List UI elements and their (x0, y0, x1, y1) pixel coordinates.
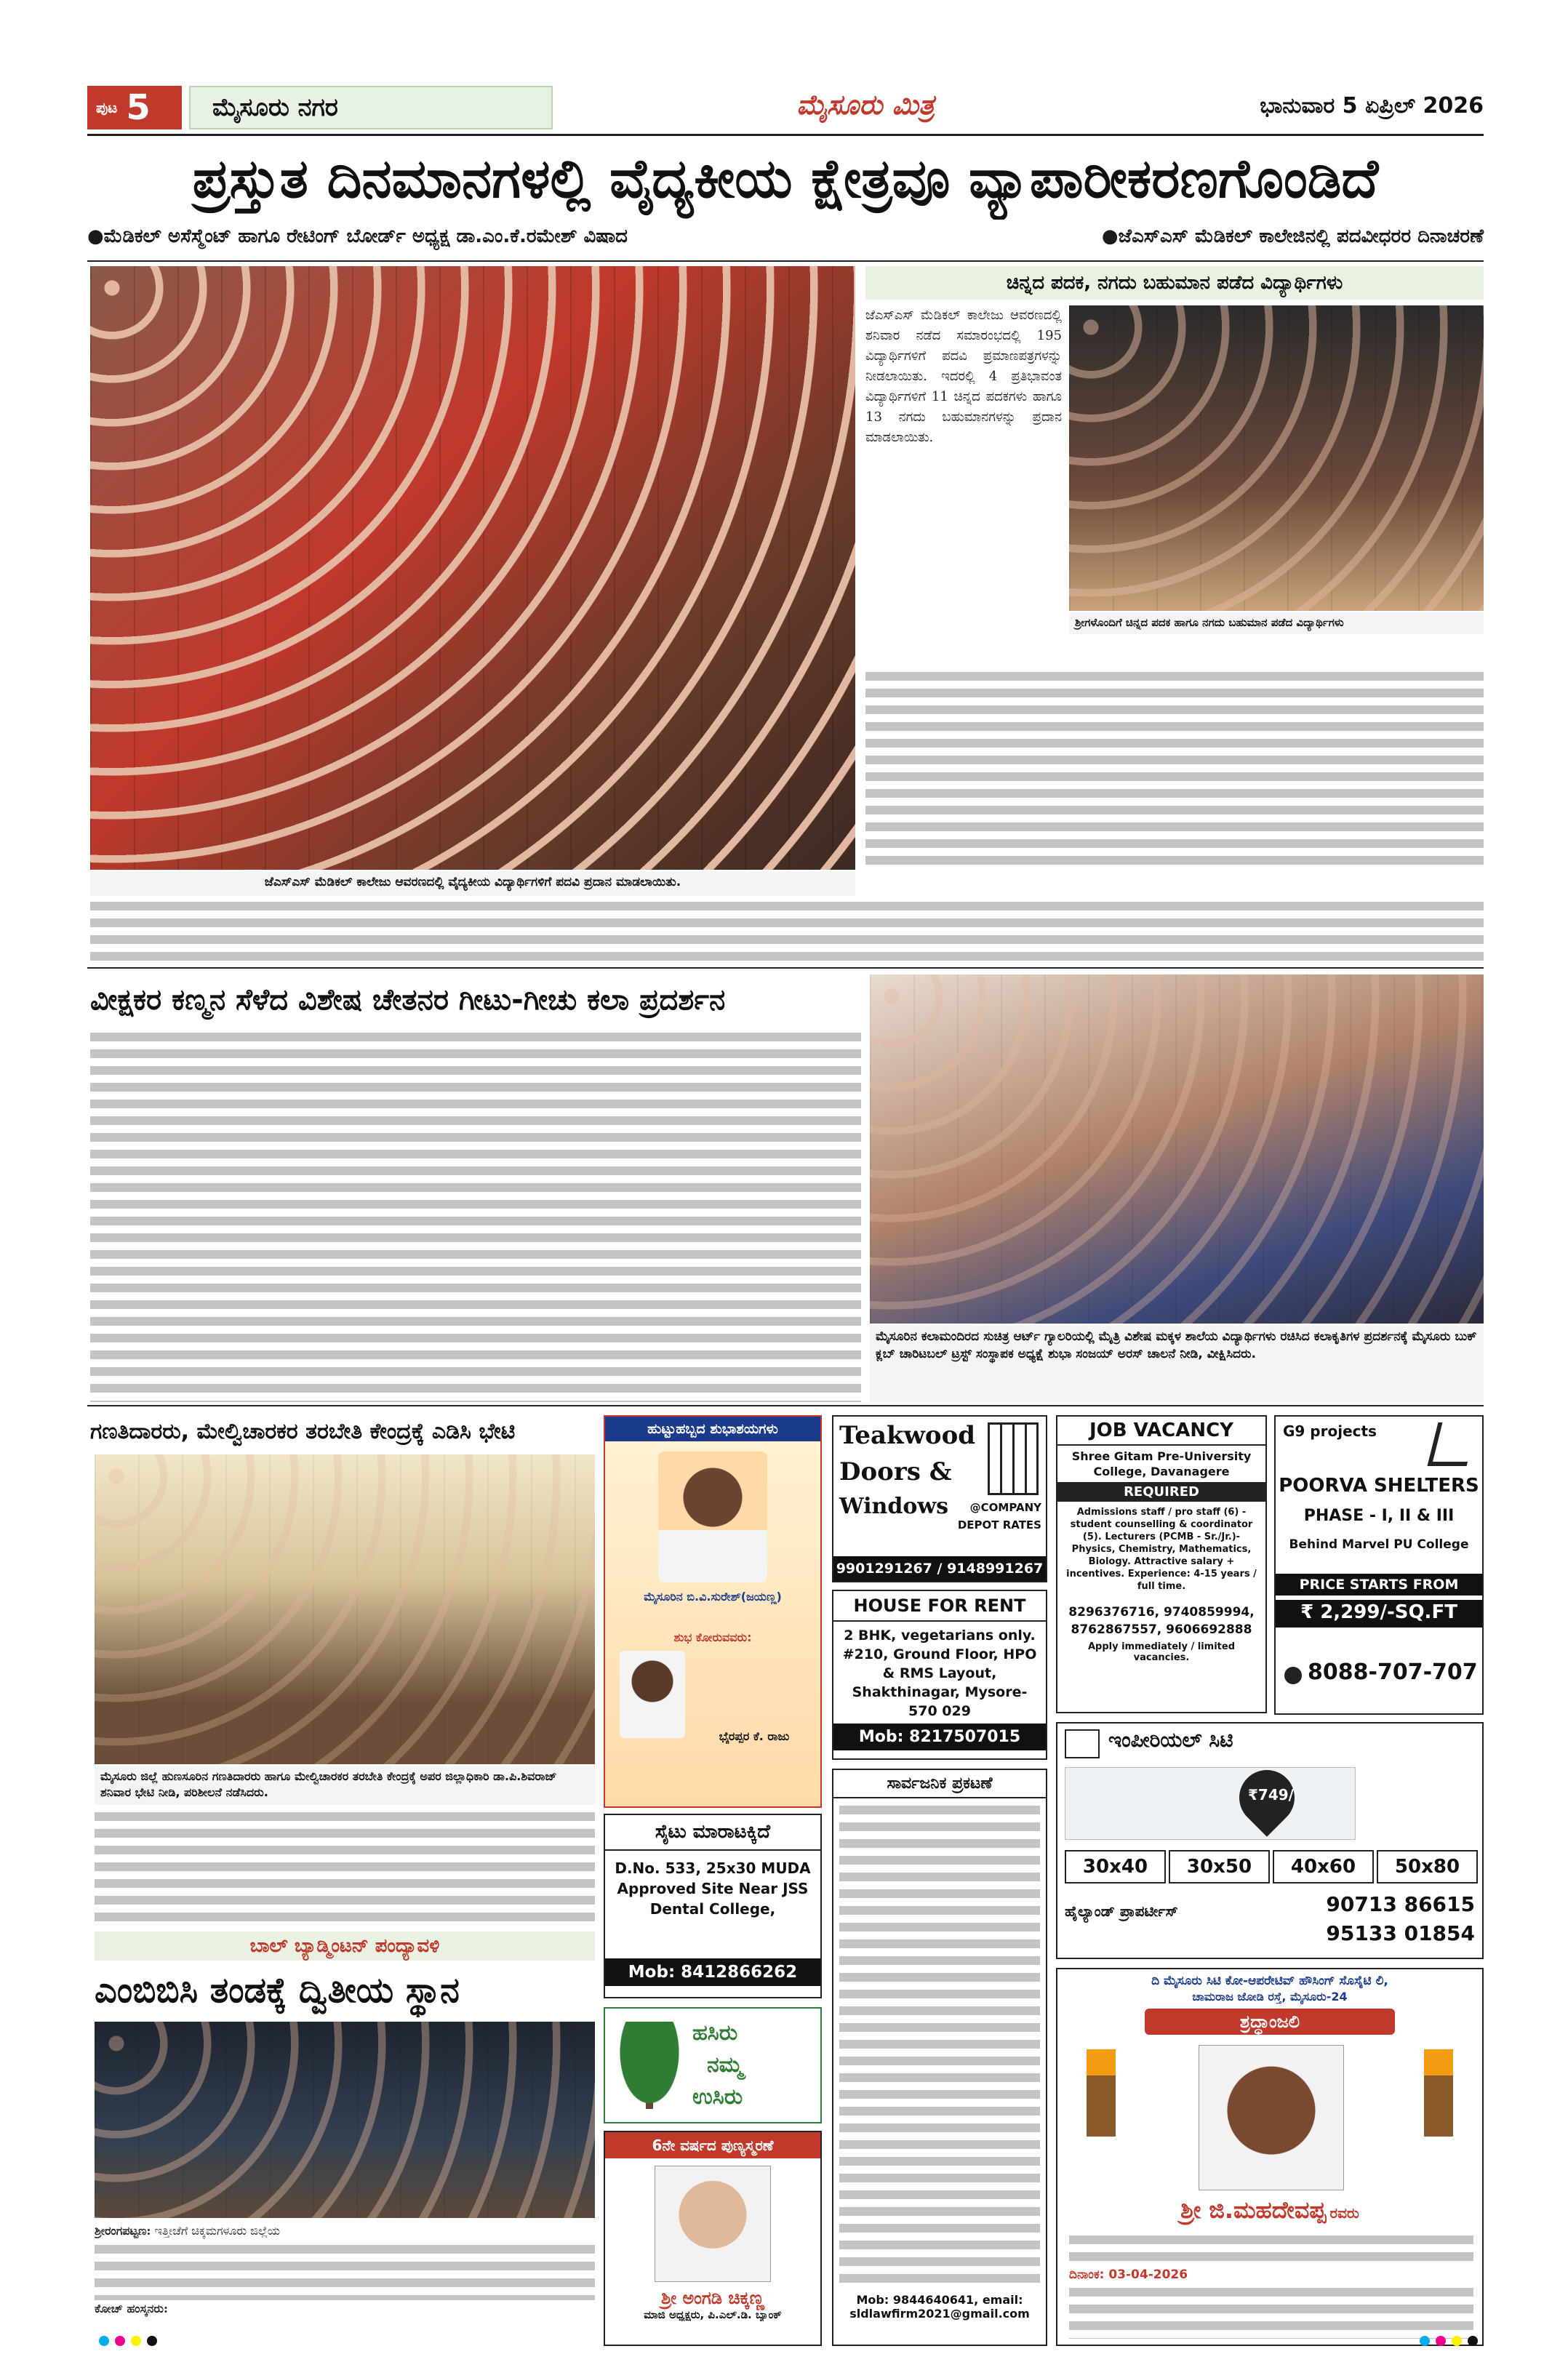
teakwood-line-1: Teakwood (839, 1421, 976, 1450)
imperial-size-1: 30x40 (1065, 1850, 1166, 1883)
paper-logo: ಮೈಸೂರು ಮಿತ್ರ (796, 89, 935, 121)
green-slogan-l2: ನಮ್ಮ (707, 2052, 743, 2078)
birthday-from-portrait (620, 1651, 685, 1738)
registration-dot-cyan-left (99, 2336, 109, 2346)
sports-headline: ಎಂಬಿಬಿಸಿ ತಂಡಕ್ಕೆ ದ್ವಿತೀಯ ಸ್ಥಾನ (95, 1970, 460, 2011)
birthday-ad (604, 1415, 822, 1808)
registration-dot-black-left (147, 2336, 157, 2346)
house-rent-ad (832, 1590, 1047, 1760)
job-vacancy-ad (1056, 1415, 1267, 1713)
poorva-phone: 8088-707-707 (1308, 1660, 1478, 1685)
art-body (90, 1030, 861, 1402)
job-vacancy-title: JOB VACANCY (1057, 1417, 1265, 1446)
public-notice (832, 1769, 1047, 2346)
imperial-size-3: 40x60 (1273, 1850, 1374, 1883)
poorva-logo-icon (1428, 1422, 1478, 1466)
job-vacancy-required: REQUIRED (1057, 1482, 1265, 1502)
dc-visit-photo (95, 1454, 595, 1764)
sidebar-title: ಚಿನ್ನದ ಪದಕ, ನಗದು ಬಹುಮಾನ ಪಡೆದ ವಿದ್ಯಾರ್ಥಿಗಳು (865, 266, 1484, 300)
dc-photo-caption: ಮೈಸೂರು ಜಿಲ್ಲೆ ಹುಣಸೂರಿನ ಗಣತಿದಾರರು ಹಾಗೂ ಮೇಲ್ವಿಚಾರಕರ ತರಬೇತಿ ಕೇಂದ್ರಕ್ಕೆ ಅಪರ ಜಿಲ್ಲಾಧಿಕಾರಿ ಡಾ.ಪಿ.ಶಿವರಾಜ್ ಶನಿವಾರ ಭೇಟಿ ನೀಡಿ, ಪರಿಶೀಲನೆ ನಡೆಸಿದರು. (95, 1766, 595, 1805)
imperial-phone-1: 90713 86615 (1326, 1892, 1475, 1916)
poorva-location: Behind Marvel PU College (1289, 1537, 1469, 1552)
poorva-price-label: PRICE STARTS FROM (1276, 1574, 1482, 1596)
public-notice-email: sldlawfirm2021@gmail.com (849, 2307, 1030, 2321)
lamp-icon-left (1087, 2049, 1116, 2137)
tribute-address: ಚಾಮರಾಜ ಜೋಡಿ ರಸ್ತೆ, ಮೈಸೂರು-24 (1192, 1990, 1348, 2003)
sports-first-line: ಇತ್ತೀಚೆಗೆ ಚಿಕ್ಕಮಗಳೂರು ಜಿಲ್ಲೆಯ (154, 2224, 280, 2238)
teakwood-ad (832, 1415, 1047, 1582)
poorva-phase: PHASE - I, II & III (1303, 1507, 1455, 1525)
house-rent-text: 2 BHK, vegetarians only. #210, Ground Floor, HPO & RMS Layout, Shakthinagar, Mysore-570 029 (842, 1628, 1037, 1719)
sidebar-photo (1069, 305, 1484, 611)
job-vacancy-phones: 8296376716, 9740859994, 8762867557, 9606692888 (1068, 1605, 1255, 1637)
phone-icon (1284, 1667, 1302, 1684)
masthead-rule (87, 134, 1484, 136)
green-slogan-ad (604, 2007, 822, 2123)
tribute-date: ದಿನಾಂಕ: 03-04-2026 (1069, 2267, 1188, 2282)
sports-dateline: ಶ್ರೀರಂಗಪಟ್ಟಣ: (95, 2224, 151, 2238)
poorva-price: ₹ 2,299/-SQ.FT (1276, 1600, 1482, 1628)
site-sale-ad (604, 1814, 822, 1998)
imperial-city-ad (1056, 1722, 1484, 1959)
art-exhibition-photo (870, 974, 1484, 1324)
tribute-name: ಶ್ರೀ ಜಿ.ಮಹದೇವಪ್ಪ (1180, 2196, 1327, 2224)
sidebar-text: ಜೆಎಸ್ಎಸ್ ಮೆಡಿಕಲ್ ಕಾಲೇಜು ಆವರಣದಲ್ಲಿ ಶನಿವಾರ ನಡೆದ ಸಮಾರಂಭದಲ್ಲಿ 195 ವಿದ್ಯಾರ್ಥಿಗಳಿಗೆ ಪದವಿ ಪ್ರಮಾಣಪತ್ರಗಳನ್ನು ನೀಡಲಾಯಿತು. ಇದರಲ್ಲಿ 4 ಪ್ರತಿಭಾವಂತ ವಿದ್ಯಾರ್ಥಿಗಳಿಗೆ 11 ಚಿನ್ನದ ಪದಕಗಳು ಹಾಗೂ 13 ನಗದು ಬಹುಮಾನಗಳನ್ನು ಪ್ರದಾನ ಮಾಡಲಾಯಿತು. (865, 308, 1062, 445)
birthday-ad-title: ಹುಟ್ಟುಹಬ್ಬದ ಶುಭಾಶಯಗಳು (605, 1417, 820, 1441)
public-notice-title: ಸಾರ್ವಜನಿಕ ಪ್ರಕಟಣೆ (833, 1770, 1046, 1798)
sports-team-photo (95, 2022, 595, 2218)
job-vacancy-college: Shree Gitam Pre-University College, Davanagere (1071, 1449, 1252, 1478)
site-sale-text: D.No. 533, 25x30 MUDA Approved Site Near JSS Dental College, (615, 1859, 811, 1918)
imperial-map (1065, 1767, 1356, 1840)
lead-body (90, 899, 1484, 966)
tribute-ad (1056, 1968, 1484, 2346)
sports-kicker: ಬಾಲ್ ಬ್ಯಾಡ್ಮಿಂಟನ್ ಪಂದ್ಯಾವಳಿ (95, 1931, 595, 1961)
lead-headline: ಪ್ರಸ್ತುತ ದಿನಮಾನಗಳಲ್ಲಿ ವೈದ್ಯಕೀಯ ಕ್ಷೇತ್ರವೂ ವ್ಯಾಪಾರೀಕರಣಗೊಂಡಿದೆ (192, 148, 1379, 210)
sidebar-text-cont (865, 669, 1484, 870)
lead-subhead-2: ●ಜೆಎಸ್ಎಸ್ ಮೆಡಿಕಲ್ ಕಾಲೇಜಿನಲ್ಲಿ ಪದವೀಧರರ ದಿನಾಚರಣೆ (1101, 225, 1484, 247)
birthday-from-name: ಭೈರಪ್ಪರ ಕೆ. ರಾಜು (719, 1729, 790, 1743)
public-notice-mobile: Mob: 9844640641, email: (856, 2293, 1023, 2307)
registration-dot-magenta-left (115, 2336, 125, 2346)
teakwood-phone: 9901291267 / 9148991267 (833, 1556, 1046, 1581)
birthday-name: ಮೈಸೂರಿನ ಬಿ.ವಿ.ಸುರೇಶ್(ಜಯಣ್ಣ) (644, 1590, 782, 1604)
site-sale-title: ಸೈಟು ಮಾರಾಟಕ್ಕಿದೆ (605, 1815, 820, 1851)
registration-dot-yellow-right (1452, 2336, 1462, 2346)
tribute-body-a (1069, 2233, 1473, 2265)
lead-subheads (87, 225, 1484, 259)
poorva-title: POORVA SHELTERS (1279, 1475, 1479, 1497)
masthead (87, 86, 1484, 132)
imperial-phone-2: 95133 01854 (1326, 1921, 1475, 1945)
poorva-shelters-ad (1274, 1415, 1484, 1715)
section-tab (189, 86, 553, 129)
graduation-photo (90, 266, 855, 870)
house-rent-title: HOUSE FOR RENT (833, 1591, 1046, 1622)
green-slogan-l3: ಉಸಿರು (692, 2084, 743, 2110)
tribute-suffix: ರವರು (1329, 2204, 1359, 2222)
job-vacancy-text: Admissions staff / pro staff (6) - student counselling & coordinator (5). Lecturers (PCMB - Sr./Jr.)- Physics, Chemistry, Mathematics, Biology. Attractive salary + incentives. Experience: 4-15 years / full time. (1066, 1507, 1257, 1592)
page-label: ಪುಟ (96, 99, 118, 116)
tribute-title: ಶ್ರದ್ಧಾಂಜಲಿ (1145, 2009, 1395, 2035)
art-photo-caption: ಮೈಸೂರಿನ ಕಲಾಮಂದಿರದ ಸುಚಿತ್ರ ಆರ್ಟ್ ಗ್ಯಾಲರಿಯಲ್ಲಿ ಮೈತ್ರಿ ವಿಶೇಷ ಮಕ್ಕಳ ಶಾಲೆಯ ವಿದ್ಯಾರ್ಥಿಗಳು ರಚಿಸಿದ ಕಲಾಕೃತಿಗಳ ಪ್ರದರ್ಶನಕ್ಕೆ ಮೈಸೂರು ಬುಕ್ ಕ್ಲಬ್ ಚಾರಿಟಬಲ್ ಟ್ರಸ್ಟ್ ಸಂಸ್ಥಾಪಕ ಅಧ್ಯಕ್ಷೆ ಶುಭಾ ಸಂಜಯ್ ಅರಸ್ ಚಾಲನೆ ನೀಡಿ, ವೀಕ್ಷಿಸಿದರು. (870, 1325, 1484, 1402)
sidebar-photo-caption: ಶ್ರೀಗಳೊಂದಿಗೆ ಚಿನ್ನದ ಪದಕ ಹಾಗೂ ನಗದು ಬಹುಮಾನ ಪಡೆದ ವಿದ್ಯಾರ್ಥಿಗಳು (1069, 612, 1484, 634)
memorial-ad (604, 2131, 822, 2346)
sports-body (95, 2222, 595, 2324)
registration-dot-cyan-right (1420, 2336, 1430, 2346)
tree-icon (617, 2022, 682, 2109)
tribute-org: ದಿ ಮೈಸೂರು ಸಿಟಿ ಕೋ-ಆಪರೇಟಿವ್ ಹೌಸಿಂಗ್ ಸೊಸೈಟಿ ಲಿ, (1151, 1974, 1388, 1988)
teakwood-line-2: Doors & (839, 1457, 952, 1486)
poorva-brand: G9 projects (1283, 1422, 1377, 1440)
imperial-size-4: 50x80 (1377, 1850, 1478, 1883)
green-slogan-l1: ಹಸಿರು (692, 2020, 738, 2046)
public-notice-body (833, 1798, 1046, 2293)
birthday-portrait (658, 1452, 767, 1582)
teakwood-line-3: Windows (839, 1494, 949, 1519)
house-rent-mobile: Mob: 8217507015 (833, 1724, 1046, 1750)
teakwood-tag-2: DEPOT RATES (957, 1518, 1041, 1532)
registration-dot-yellow-left (131, 2336, 141, 2346)
dc-headline: ಗಣತಿದಾರರು, ಮೇಲ್ವಿಚಾರಕರ ತರಬೇತಿ ಕೇಂದ್ರಕ್ಕೆ ಎಡಿಸಿ ಭೇಟಿ (90, 1419, 516, 1444)
imperial-sizes (1065, 1850, 1478, 1883)
birthday-from-label: ಶುಭ ಕೋರುವವರು: (673, 1630, 752, 1644)
imperial-builder: ಹೈಲ್ಯಾಂಡ್ ಪ್ರಾಪರ್ಟೀಸ್ (1065, 1902, 1178, 1920)
door-icon (988, 1422, 1039, 1495)
tribute-portrait (1199, 2045, 1344, 2190)
registration-dot-magenta-right (1436, 2336, 1446, 2346)
memorial-portrait (655, 2166, 771, 2282)
memorial-role: ಮಾಜಿ ಅಧ್ಯಕ್ಷರು, ಪಿ.ಎಲ್.ಡಿ. ಬ್ಯಾಂಕ್ (644, 2308, 782, 2321)
tribute-name-row (1057, 2196, 1482, 2225)
lamp-icon-right (1424, 2049, 1453, 2137)
dc-body (95, 1809, 595, 1926)
art-bottom-rule (87, 1405, 1484, 1406)
memorial-name: ಶ್ರೀ ಅಂಗಡಿ ಚಿಕ್ಕಣ್ಣ (661, 2288, 764, 2308)
section-name: ಮೈಸೂರು ನಗರ (212, 93, 338, 122)
job-vacancy-apply: Apply immediately / limited vacancies. (1087, 1641, 1236, 1663)
lead-bottom-rule (87, 967, 1484, 969)
graduation-photo-caption: ಜೆಎಸ್ಎಸ್ ಮೆಡಿಕಲ್ ಕಾಲೇಜು ಆವರಣದಲ್ಲಿ ವೈದ್ಯಕೀಯ ವಿದ್ಯಾರ್ಥಿಗಳಿಗೆ ಪದವಿ ಪ್ರದಾನ ಮಾಡಲಾಯಿತು. (90, 871, 855, 896)
art-headline: ವೀಕ್ಷಕರ ಕಣ್ಮನ ಸೆಳೆದ ವಿಶೇಷ ಚೇತನರ ಗೀಟು-ಗೀಚು ಕಲಾ ಪ್ರದರ್ಶನ (90, 983, 726, 1017)
lead-subhead-rule (87, 260, 1484, 262)
issue-date: ಭಾನುವಾರ 5 ಏಪ್ರಿಲ್ 2026 (1260, 93, 1484, 119)
lead-subhead-1: ●ಮೆಡಿಕಲ್ ಅಸೆಸ್ಮೆಂಟ್ ಹಾಗೂ ರೇಟಿಂಗ್ ಬೋರ್ಡ್ ಅಧ್ಯಕ್ಷ ಡಾ.ಎಂ.ಕೆ.ರಮೇಶ್ ವಿಷಾದ (87, 225, 628, 247)
site-sale-mobile: Mob: 8412866262 (605, 1958, 820, 1986)
page-number-box (87, 86, 182, 129)
imperial-title: ಇಂಪೀರಿಯಲ್ ಸಿಟಿ (1108, 1728, 1233, 1752)
registration-dot-black-right (1468, 2336, 1478, 2346)
teakwood-tag-1: @COMPANY (969, 1501, 1041, 1514)
imperial-size-2: 30x50 (1169, 1850, 1270, 1883)
sports-coach-label: ಕೋಚ್ ಹಂಸ್ಕನರು: (95, 2302, 168, 2315)
imperial-logo-icon (1065, 1729, 1100, 1758)
memorial-title: 6ನೇ ವರ್ಷದ ಪುಣ್ಯಸ್ಮರಣೆ (605, 2132, 820, 2158)
page-number: 5 (126, 87, 151, 128)
tribute-body-b (1069, 2285, 1473, 2339)
imperial-price: ₹749/ (1248, 1786, 1294, 1803)
